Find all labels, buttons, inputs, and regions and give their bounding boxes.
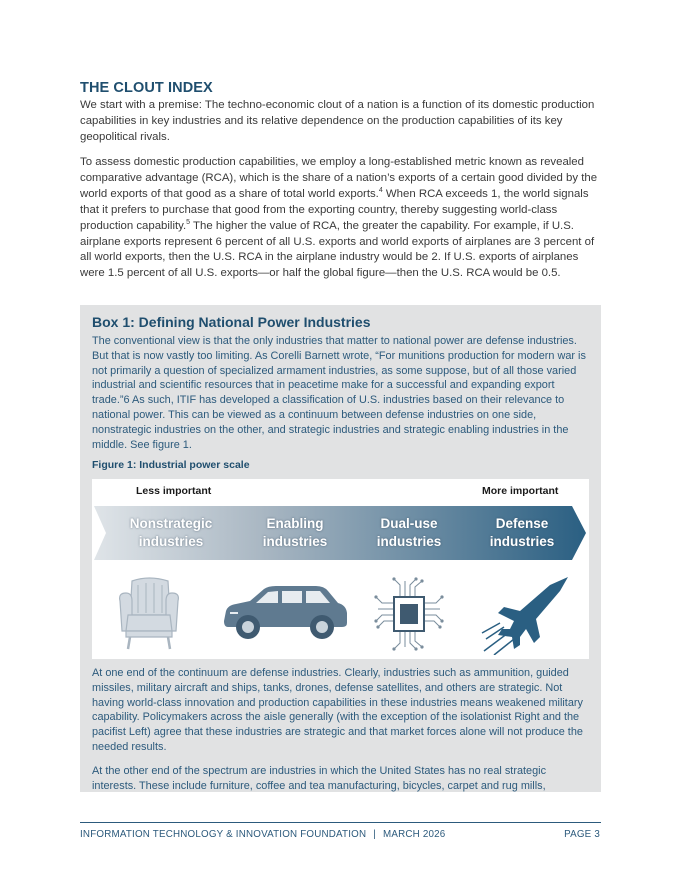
footnote-ref[interactable]: 4 [378, 187, 383, 195]
footer-separator: | [373, 829, 376, 840]
rca-text-part: To assess domestic production capabilities, we employ a long-established metric known as revealed comparative advantage (RCA), which is the share of a nation’s exports of a certain good divided by the world exports of that good as a share of total world exports. [80, 156, 598, 200]
category-line: Enabling [266, 516, 324, 531]
category-dual-use [354, 515, 464, 550]
category-line: Nonstrategic [129, 516, 213, 531]
footer-divider [80, 822, 601, 823]
category-line: industries [489, 533, 555, 549]
box-paragraph: At one end of the continuum are defense industries. Clearly, industries such as ammunition, guided missiles, military aircraft and ships, tanks, drones, defense satellites, and others are strategic. Not having world-class innovation and production capabilities in these industries means weakened military capability. Policymakers across the aisle generally (with the exception of the isolationist Right and the pacifist Left) agree that these industries are strategic and that market forces alone will not produce the needed results. [92, 667, 583, 753]
category-line: industries [376, 533, 442, 549]
rca-paragraph [80, 155, 601, 282]
box-paragraph: The conventional view is that the only industries that matter to national power are defense industries. But that is now vastly too limiting. As Corelli Barnett wrote, “For munitions production for modern war is not primarily a question of specialized armament industries, as some suppose, but of all those varied industrial and scientific resources that in peacetime make for a successful and expanding export trade.”6 As such, ITIF has developed a classification of U.S. industries based on their relevance to national power. This can be viewed as a continuum between defense industries on one side, nonstrategic industries on the other, and strategic industries and strategic enabling industries in the middle. See figure 1. [92, 335, 586, 451]
rca-text-part: The higher the value of RCA, the greater the capability. For example, if U.S. airplane exports represent 6 percent of all U.S. exports and world exports of airplanes are 3 percent of all world exports, then the U.S. RCA in the airplane industry would be 2. If U.S. exports of airplanes were 1.5 percent of all U.S. exports—or half the global figure—then the U.S. RCA would be 0.5. [80, 219, 595, 280]
category-defense [467, 515, 577, 550]
less-important-label: Less important [136, 485, 212, 497]
footer-date: MARCH 2026 [383, 829, 446, 840]
footnote-ref[interactable]: 5 [186, 218, 191, 226]
category-enabling [240, 515, 350, 550]
category-line: industries [262, 533, 328, 549]
category-line: Dual-use [380, 516, 438, 531]
intro-paragraph: We start with a premise: The techno-economic clout of a nation is a function of its domestic production capabilities in key industries and its relative dependence on the production capabilities of its key geopolitical rivals. [80, 99, 595, 143]
rca-text-part: When RCA exceeds 1, the world signals that it prefers to purchase that good from the exporting country, thereby suggesting world-class production capability. [80, 187, 589, 232]
category-line: industries [138, 533, 204, 549]
box-paragraph: At the other end of the spectrum are industries in which the United States has no real strategic interests. These include furniture, coffee and tea manufacturing, bicycles, carpet and rug mills, [92, 765, 547, 792]
industrial-power-scale-figure [92, 479, 589, 659]
category-nonstrategic [116, 515, 226, 550]
car-icon [220, 583, 350, 643]
page-number: PAGE 3 [564, 829, 600, 840]
sidebar-box [80, 305, 601, 792]
footer-left [80, 829, 445, 840]
section-heading: THE CLOUT INDEX [80, 80, 213, 96]
microchip-icon [374, 577, 444, 651]
box-title: Box 1: Defining National Power Industries [92, 314, 371, 330]
more-important-label: More important [482, 485, 559, 497]
figure-caption: Figure 1: Industrial power scale [92, 459, 250, 471]
fighter-jet-icon [480, 575, 572, 655]
category-line: Defense [495, 516, 549, 531]
footer-org: INFORMATION TECHNOLOGY & INNOVATION FOUNDATION [80, 829, 367, 840]
armchair-icon [114, 575, 184, 653]
